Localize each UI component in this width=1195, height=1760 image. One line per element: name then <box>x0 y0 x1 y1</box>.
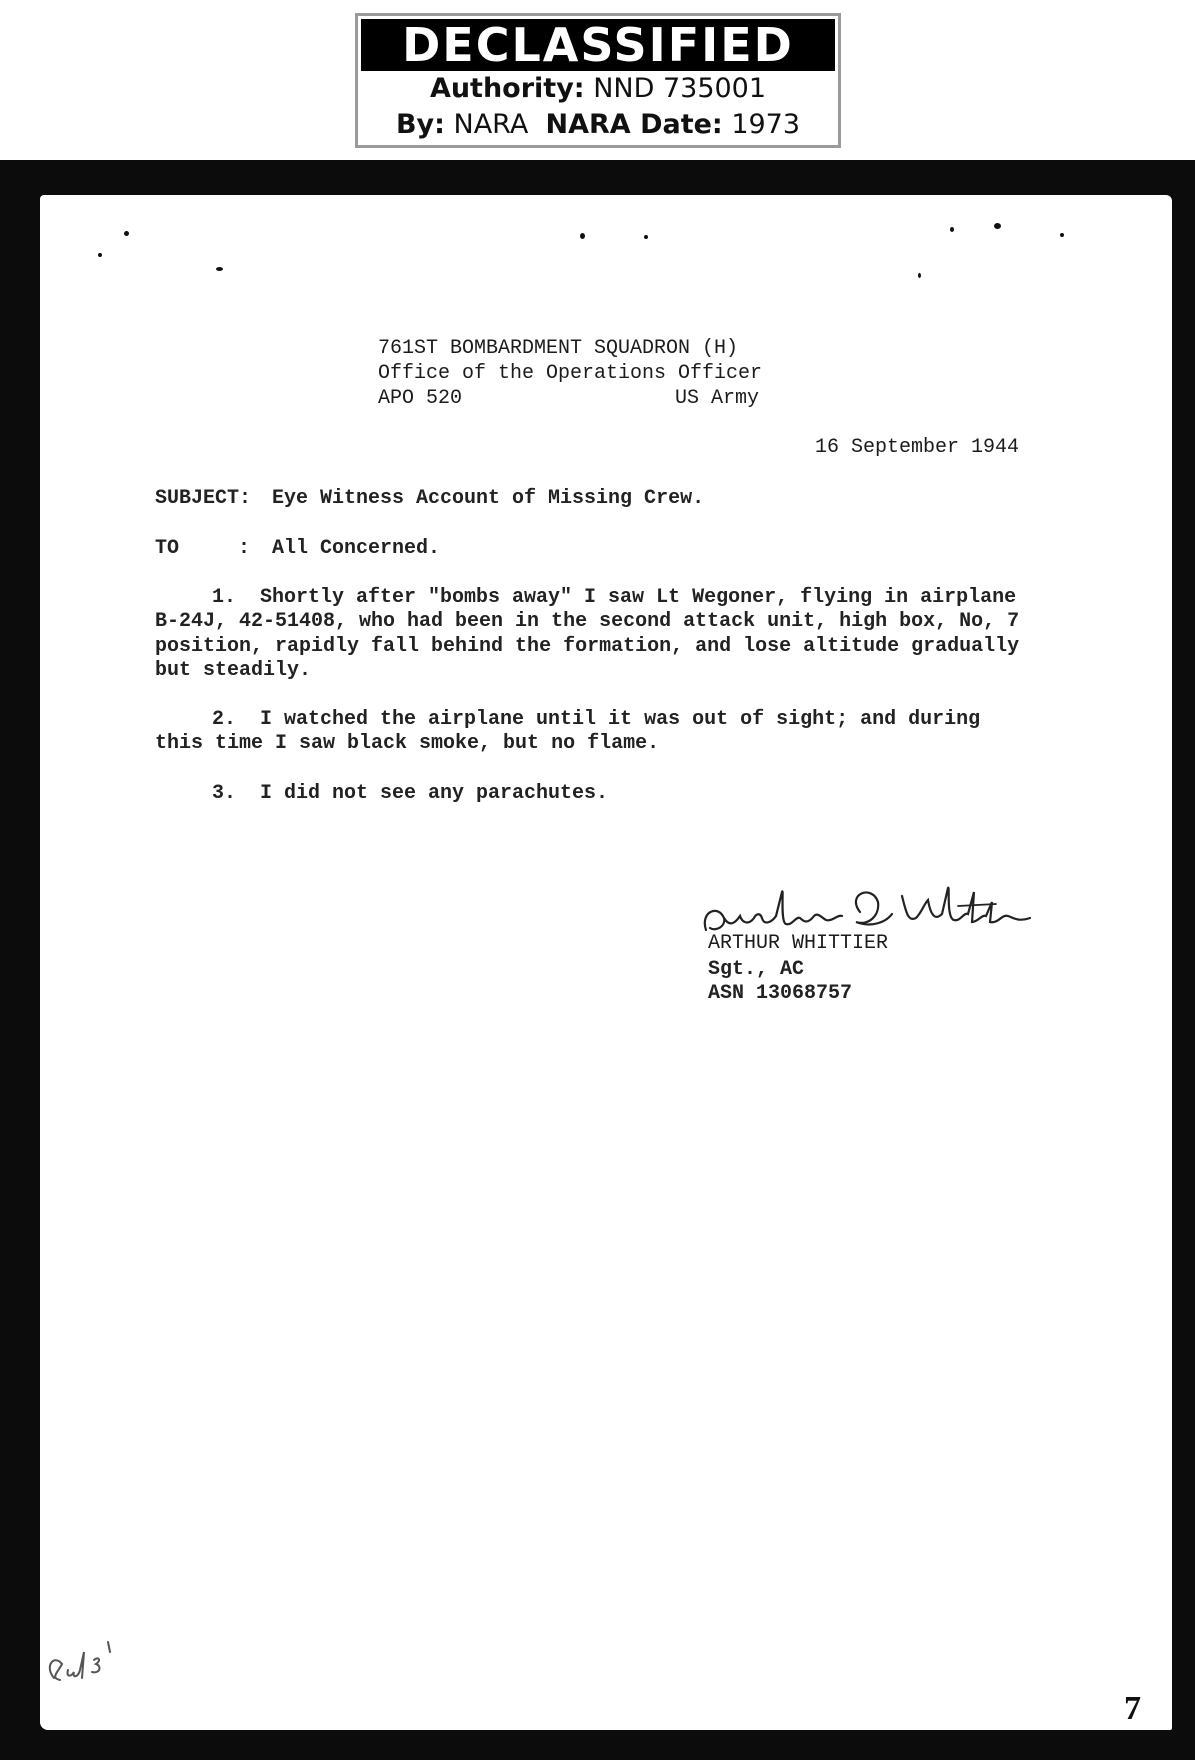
subject-value: Eye Witness Account of Missing Crew. <box>272 487 705 510</box>
paragraph-1-line-4: but steadily. <box>155 659 312 682</box>
stamp-authority-line <box>358 71 838 107</box>
dust-speck <box>950 227 954 232</box>
dust-speck <box>580 233 585 239</box>
subject-label: SUBJECT: <box>155 487 252 510</box>
dust-speck <box>994 223 1001 229</box>
paragraph-1-line-1: Shortly after "bombs away" I saw Lt Wegoner, flying in airplane <box>260 586 1017 609</box>
to-colon: : <box>238 537 251 560</box>
paragraph-2-number: 2. <box>212 708 237 731</box>
letterhead-unit: 761ST BOMBARDMENT SQUADRON (H) <box>378 337 739 360</box>
dust-speck <box>1060 233 1064 237</box>
dust-speck <box>124 231 129 236</box>
paragraph-1-line-3: position, rapidly fall behind the formation, and lose altitude gradually <box>155 635 1020 658</box>
margin-note-handwriting <box>36 1620 136 1695</box>
signatory-asn: ASN 13068757 <box>708 982 853 1005</box>
letterhead-apo: APO 520 <box>378 387 463 410</box>
stamp-by-line <box>358 107 838 143</box>
paragraph-2-line-1: I watched the airplane until it was out of sight; and during <box>260 708 981 731</box>
to-value: All Concerned. <box>272 537 441 560</box>
letterhead-army: US Army <box>675 387 760 410</box>
dust-speck <box>98 253 102 257</box>
signatory-name: ARTHUR WHITTIER <box>708 932 889 955</box>
paragraph-3-line-1: I did not see any parachutes. <box>260 782 609 805</box>
paragraph-1-number: 1. <box>212 586 237 609</box>
declassified-stamp <box>355 13 841 148</box>
stamp-date-label: NARA Date: <box>545 109 723 140</box>
signatory-rank: Sgt., AC <box>708 958 805 981</box>
dust-speck <box>918 273 921 278</box>
document-paper <box>40 195 1172 1730</box>
paragraph-1-line-2: B-24J, 42-51408, who had been in the second attack unit, high box, No, 7 <box>155 610 1020 633</box>
stamp-title: DECLASSIFIED <box>361 19 835 71</box>
stamp-by-label: By: <box>395 109 445 140</box>
stamp-authority-label: Authority: <box>429 73 585 104</box>
stamp-date-value: 1973 <box>731 109 801 140</box>
dust-speck <box>216 267 223 271</box>
paragraph-3-number: 3. <box>212 782 237 805</box>
paragraph-2-line-2: this time I saw black smoke, but no flame. <box>155 732 660 755</box>
letter-date: 16 September 1944 <box>815 436 1020 459</box>
stamp-by-value: NARA <box>453 109 529 140</box>
letterhead-office: Office of the Operations Officer <box>378 362 763 385</box>
dust-speck <box>644 235 648 239</box>
page-number: 7 <box>1124 1690 1141 1727</box>
stamp-authority-value: NND 735001 <box>593 73 767 104</box>
to-label: TO <box>155 537 180 560</box>
